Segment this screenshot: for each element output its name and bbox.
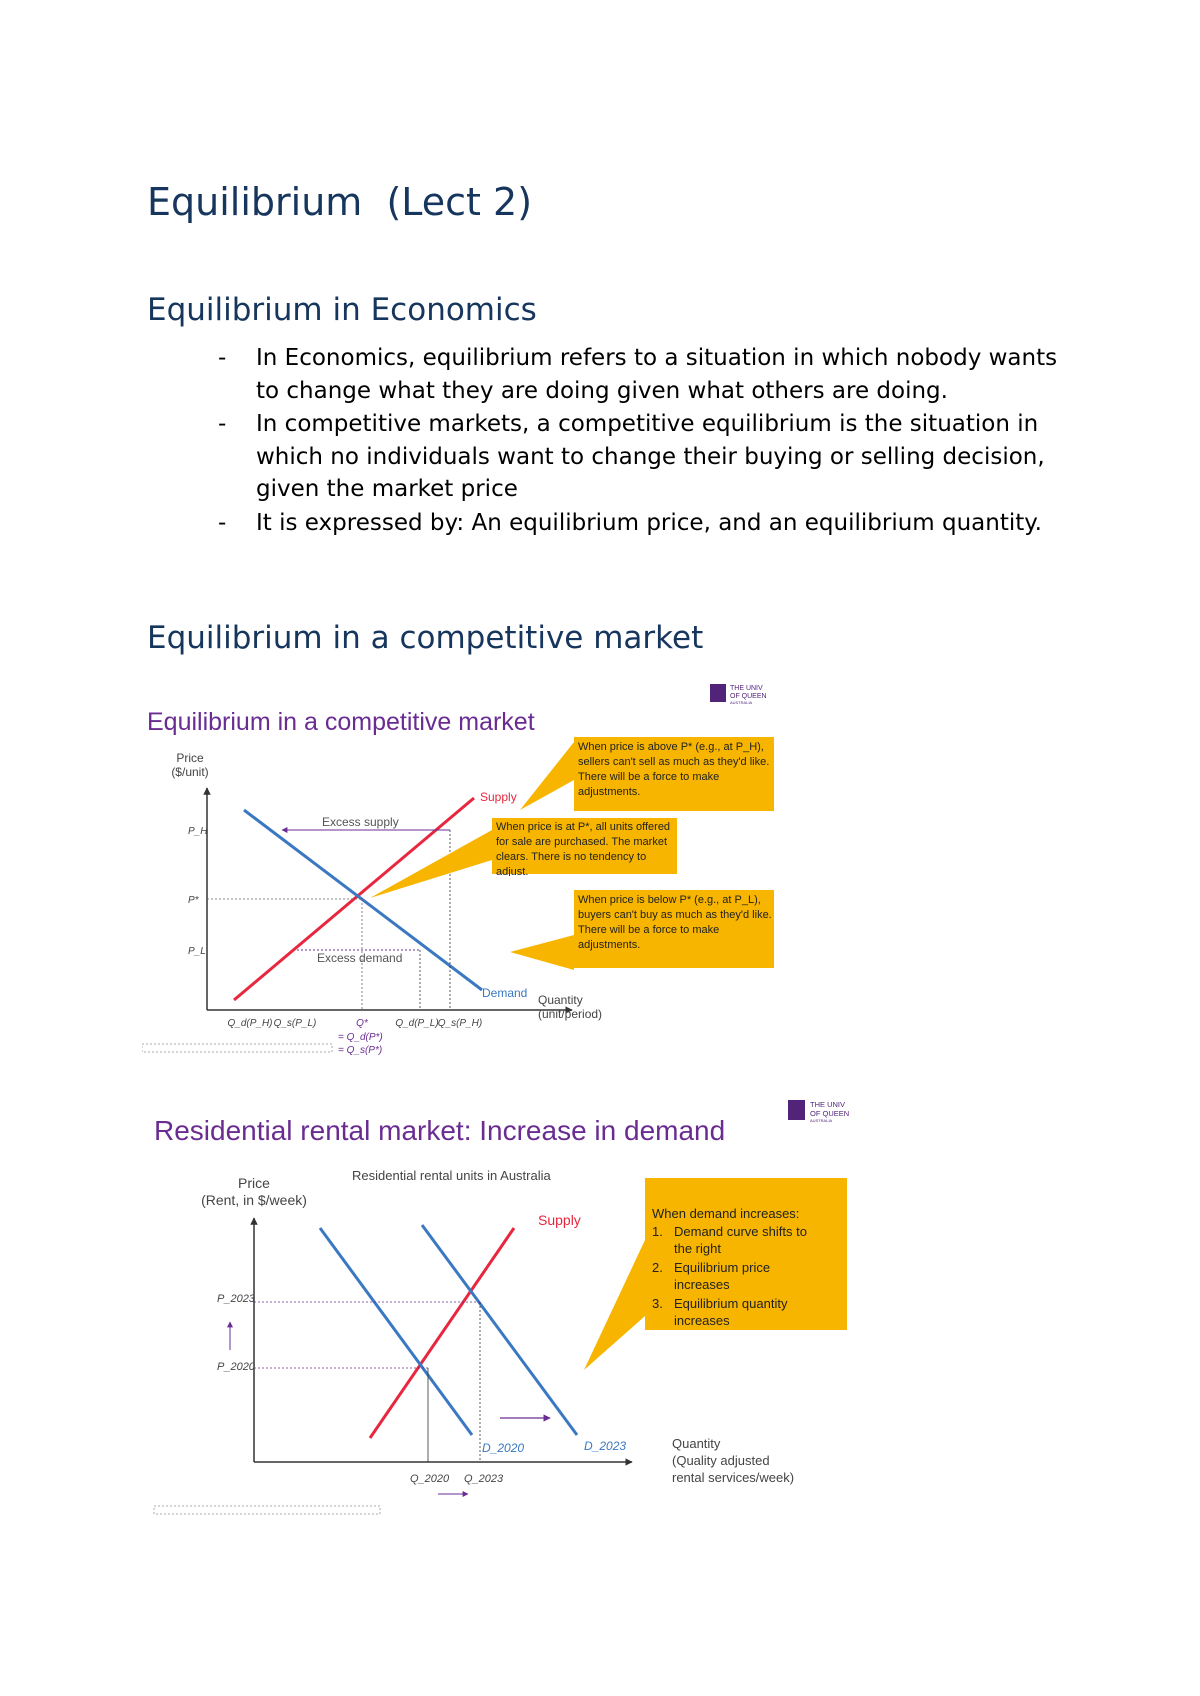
y-axis-label: Price — [176, 751, 204, 765]
x-tick: Q_2023 — [464, 1473, 504, 1485]
callout-item-number: 1. — [652, 1224, 663, 1239]
y-tick: P_H — [188, 826, 208, 837]
x-tick: Q_d(P_H) — [227, 1018, 273, 1029]
y-tick: P_L — [188, 946, 206, 957]
q-star-note: = Q_d(P*) — [338, 1032, 383, 1043]
y-tick: P* — [188, 895, 199, 906]
x-axis-label: Quantity — [672, 1436, 721, 1451]
slide-rental-market-increase-demand — [142, 1090, 862, 1530]
callout-demand-increase — [584, 1178, 847, 1370]
callout-item-number: 2. — [652, 1260, 663, 1275]
university-logo — [788, 1100, 849, 1123]
bullet-marker: - — [218, 509, 227, 536]
x-tick: Q_s(P_L) — [273, 1018, 317, 1029]
callout-text: When price is below P* (e.g., at P_L), buyers can't buy as much as they'd like. There will be a force to make adjustments. — [578, 894, 772, 951]
callout-item-number: 3. — [652, 1296, 663, 1311]
demand-curve-2020 — [320, 1228, 472, 1435]
slide-footer-placeholder — [142, 1044, 332, 1052]
slide2-title: Residential rental market: Increase in demand — [154, 1115, 726, 1146]
x-axis-label: Quantity — [538, 993, 583, 1007]
demand-label-2020: D_2020 — [482, 1441, 525, 1455]
slide-equilibrium-competitive-market — [142, 670, 782, 1070]
y-tick: P_2023 — [217, 1293, 255, 1305]
list-item — [218, 507, 1078, 540]
section-heading-competitive-market: Equilibrium in a competitive market — [147, 620, 704, 656]
x-tick: Q* — [356, 1018, 368, 1029]
x-axis-label: rental services/week) — [672, 1470, 795, 1485]
callout-item-text: Equilibrium quantity — [674, 1296, 788, 1311]
document-title: Equilibrium (Lect 2) — [147, 180, 533, 224]
bullet-text: In Economics, equilibrium refers to a situation in which nobody wants to change what they are doing given what others are doing. — [256, 345, 1058, 404]
logo-text-line: THE UNIV — [810, 1100, 846, 1109]
list-item — [218, 342, 1078, 407]
callout-intro: When demand increases: — [652, 1206, 800, 1221]
callout-text: When price is above P* (e.g., at P_H), sellers can't sell as much as they'd like. There will be a force to make adjustments. — [578, 741, 770, 798]
excess-demand-label: Excess demand — [317, 951, 403, 965]
slide1-title: Equilibrium in a competitive market — [147, 708, 535, 736]
y-axis-label: Price — [238, 1175, 270, 1191]
callout-item-text: the right — [674, 1241, 721, 1256]
x-axis-label: (unit/period) — [538, 1007, 603, 1021]
y-tick: P_2020 — [217, 1361, 255, 1373]
chart-subtitle: Residential rental units in Australia — [352, 1168, 551, 1183]
x-tick: Q_2020 — [410, 1473, 450, 1485]
logo-text-line: OF QUEEN — [810, 1109, 850, 1118]
supply-label: Supply — [480, 790, 517, 804]
demand-label: Demand — [482, 986, 528, 1000]
slide-footer-placeholder — [154, 1506, 380, 1514]
bullet-list — [218, 342, 1078, 540]
x-tick: Q_d(P_L) — [395, 1018, 439, 1029]
y-axis-label: (Rent, in $/week) — [201, 1192, 307, 1208]
bullet-text: In competitive markets, a competitive equilibrium is the situation in which no individuals want to change their buying or selling decision, given the market price — [256, 411, 1045, 502]
logo-text-line: AUSTRALIA — [810, 1118, 833, 1123]
logo-text-line: AUSTRALIA — [730, 700, 753, 705]
logo-text-line: OF QUEEN — [730, 693, 767, 700]
callout-below-equilibrium — [510, 890, 774, 970]
y-axis-label: ($/unit) — [171, 765, 209, 779]
bullet-text: It is expressed by: An equilibrium price, and an equilibrium quantity. — [256, 509, 1042, 536]
logo-text-line: THE UNIV — [730, 685, 763, 692]
bullet-marker: - — [218, 345, 227, 371]
crest-icon — [710, 684, 726, 702]
supply-label: Supply — [538, 1212, 581, 1228]
university-logo — [710, 684, 767, 705]
callout-item-text: Equilibrium price — [674, 1260, 771, 1275]
bullet-marker: - — [218, 411, 227, 437]
x-tick: Q_s(P_H) — [437, 1018, 483, 1029]
callout-text: When price is at P*, all units offered for sale are purchased. The market clears. There is no tendency to adjust. — [496, 821, 671, 876]
supply-curve — [370, 1228, 514, 1438]
x-axis-label: (Quality adjusted — [672, 1453, 770, 1468]
callout-item-text: increases — [674, 1277, 730, 1292]
demand-label-2023: D_2023 — [584, 1439, 627, 1453]
callout-item-text: increases — [674, 1313, 730, 1328]
section-heading-economics: Equilibrium in Economics — [147, 292, 537, 328]
crest-icon — [788, 1100, 805, 1120]
excess-supply-label: Excess supply — [322, 815, 399, 829]
callout-above-equilibrium — [520, 737, 774, 812]
list-item — [218, 408, 1078, 506]
callout-item-text: Demand curve shifts to — [674, 1224, 807, 1239]
q-star-note: = Q_s(P*) — [338, 1045, 383, 1056]
